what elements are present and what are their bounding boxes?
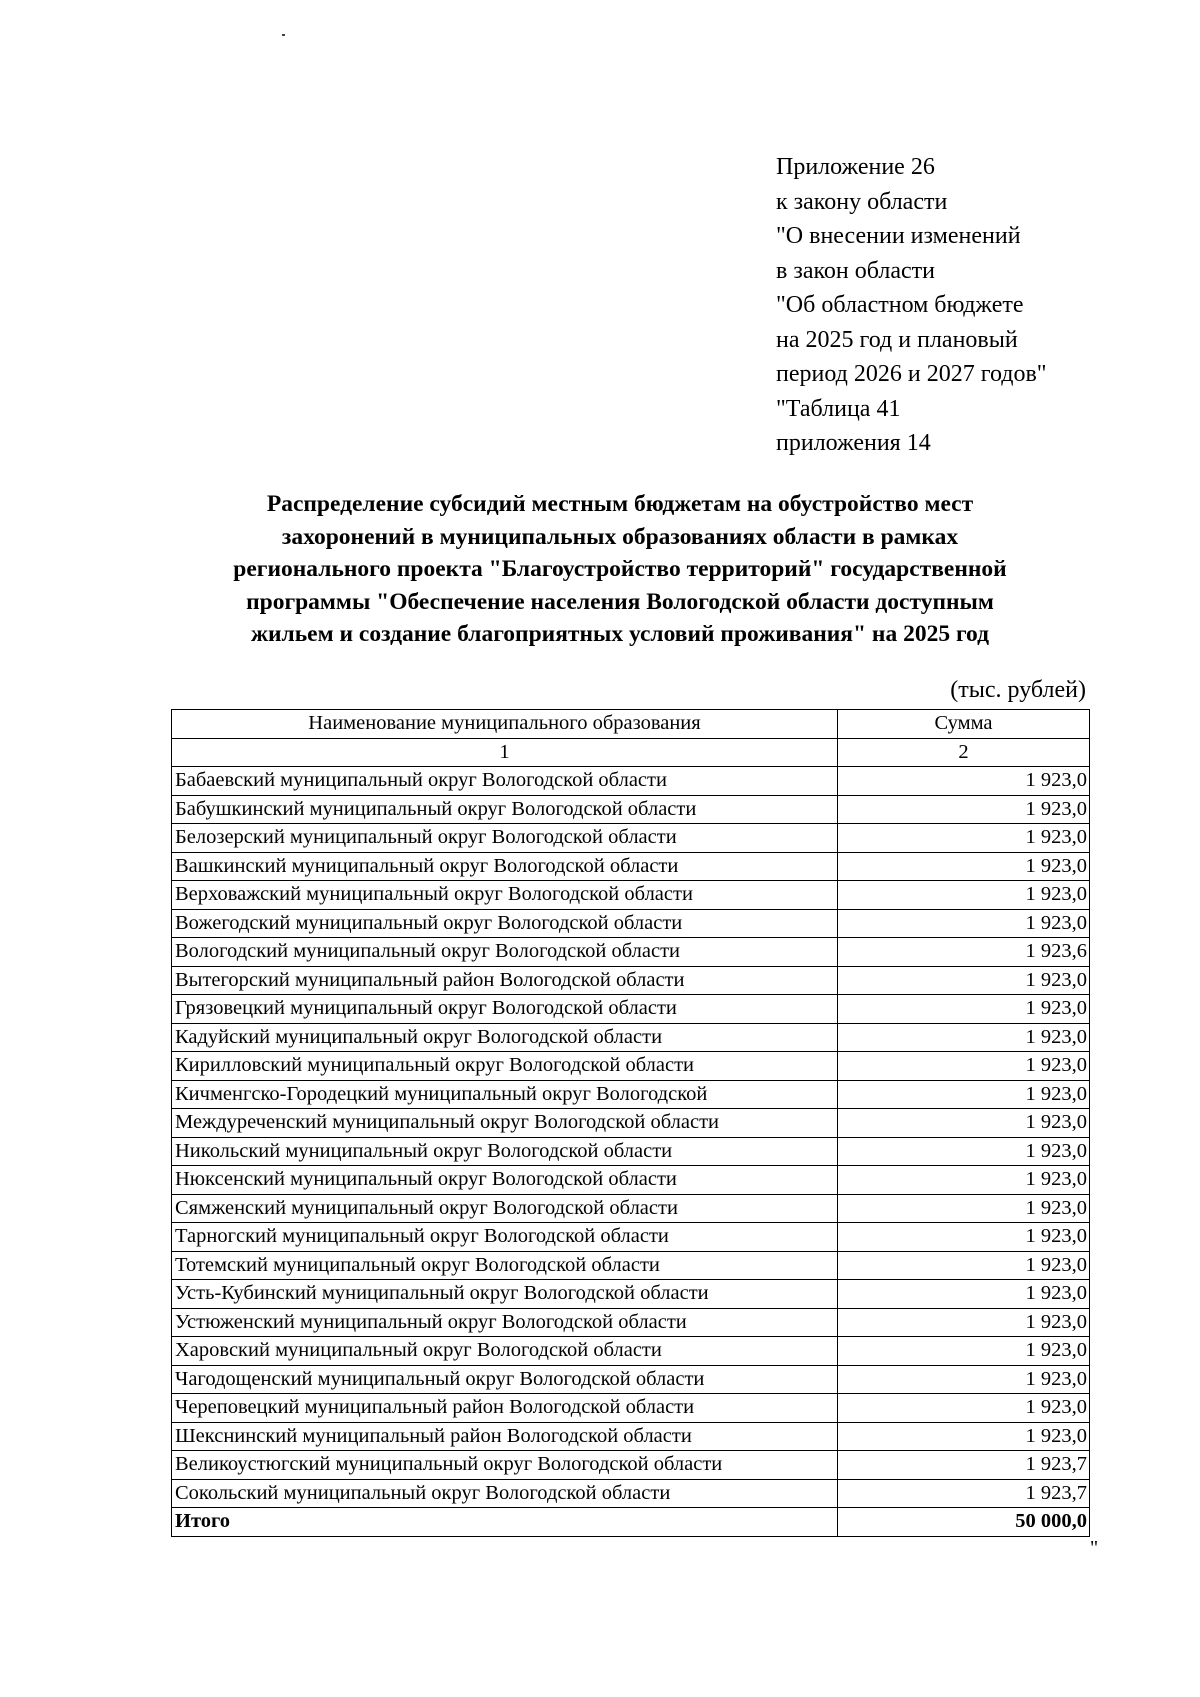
appendix-header-line: "Таблица 41: [776, 395, 901, 422]
appendix-header: [776, 152, 1096, 460]
column-number-row: [172, 738, 1090, 767]
column-number: 2: [838, 738, 1090, 767]
municipality-name: Чагодощенский муниципальный округ Вологодской области: [172, 1365, 838, 1394]
table-row: [172, 1223, 1090, 1252]
municipality-name: Сокольский муниципальный округ Вологодской области: [172, 1479, 838, 1508]
municipality-name: Кирилловский муниципальный округ Вологодской области: [172, 1052, 838, 1081]
table-row: [172, 1337, 1090, 1366]
subsidy-amount: 1 923,0: [838, 1422, 1090, 1451]
subsidy-amount: 1 923,0: [838, 767, 1090, 796]
table-row: [172, 767, 1090, 796]
closing-quote: ": [1090, 1537, 1099, 1559]
distribution-table: [171, 709, 1090, 1537]
distribution-table-wrapper: [171, 709, 1089, 1537]
subsidy-amount: 1 923,0: [838, 824, 1090, 853]
appendix-header-line: в закон области: [776, 257, 935, 284]
column-number: 1: [172, 738, 838, 767]
subsidy-amount: 1 923,0: [838, 1308, 1090, 1337]
table-row: [172, 1308, 1090, 1337]
table-row: [172, 1422, 1090, 1451]
municipality-name: Усть-Кубинский муниципальный округ Вологодской области: [172, 1280, 838, 1309]
municipality-name: Кичменгско-Городецкий муниципальный округ Вологодской: [172, 1080, 838, 1109]
municipality-name: Бабаевский муниципальный округ Вологодской области: [172, 767, 838, 796]
municipality-name: Череповецкий муниципальный район Вологодской области: [172, 1394, 838, 1423]
table-row: [172, 938, 1090, 967]
subsidy-amount: 1 923,7: [838, 1479, 1090, 1508]
total-amount: 50 000,0: [838, 1508, 1090, 1537]
municipality-name: Устюженский муниципальный округ Вологодской области: [172, 1308, 838, 1337]
table-row: [172, 1109, 1090, 1138]
table-row: [172, 1451, 1090, 1480]
table-row: [172, 1194, 1090, 1223]
table-row: [172, 1365, 1090, 1394]
subsidy-amount: 1 923,0: [838, 1194, 1090, 1223]
municipality-name: Верховажский муниципальный округ Вологодской области: [172, 881, 838, 910]
subsidy-amount: 1 923,0: [838, 1280, 1090, 1309]
appendix-header-line: период 2026 и 2027 годов": [776, 361, 1047, 387]
appendix-header-line: "О внесении изменений: [776, 223, 1021, 249]
subsidy-amount: 1 923,0: [838, 966, 1090, 995]
subsidy-amount: 1 923,0: [838, 795, 1090, 824]
table-header-row: [172, 710, 1090, 739]
table-row: [172, 795, 1090, 824]
scan-speck: [282, 34, 285, 36]
municipality-name: Сямженский муниципальный округ Вологодской области: [172, 1194, 838, 1223]
document-title: [160, 488, 1080, 651]
municipality-name: Грязовецкий муниципальный округ Вологодской области: [172, 995, 838, 1024]
table-row: [172, 881, 1090, 910]
table-row: [172, 1052, 1090, 1081]
municipality-name: Тарногский муниципальный округ Вологодской области: [172, 1223, 838, 1252]
municipality-name: Кадуйский муниципальный округ Вологодской области: [172, 1023, 838, 1052]
table-row: [172, 966, 1090, 995]
table-row: [172, 1394, 1090, 1423]
subsidy-amount: 1 923,0: [838, 1137, 1090, 1166]
municipality-name: Междуреченский муниципальный округ Вологодской области: [172, 1109, 838, 1138]
total-row: [172, 1508, 1090, 1537]
document-title-line: Распределение субсидий местным бюджетам на обустройство мест: [266, 491, 974, 517]
appendix-header-line: Приложение 26: [776, 154, 935, 180]
municipality-name: Белозерский муниципальный округ Вологодской области: [172, 824, 838, 853]
municipality-name: Тотемский муниципальный округ Вологодской области: [172, 1251, 838, 1280]
table-row: [172, 1137, 1090, 1166]
subsidy-amount: 1 923,0: [838, 1337, 1090, 1366]
appendix-header-line: на 2025 год и плановый: [776, 326, 1018, 353]
subsidy-amount: 1 923,0: [838, 1223, 1090, 1252]
table-row: [172, 1080, 1090, 1109]
table-row: [172, 995, 1090, 1024]
table-row: [172, 1251, 1090, 1280]
subsidy-amount: 1 923,0: [838, 909, 1090, 938]
subsidy-amount: 1 923,0: [838, 852, 1090, 881]
subsidy-amount: 1 923,6: [838, 938, 1090, 967]
table-row: [172, 1479, 1090, 1508]
table-row: [172, 824, 1090, 853]
appendix-header-line: "Об областном бюджете: [776, 292, 1024, 318]
municipality-name: Никольский муниципальный округ Вологодской области: [172, 1137, 838, 1166]
table-row: [172, 852, 1090, 881]
unit-label: (тыс. рублей): [950, 677, 1086, 703]
municipality-name: Вожегодский муниципальный округ Вологодской области: [172, 909, 838, 938]
document-title-line: захоронений в муниципальных образованиях области в рамках: [281, 523, 959, 550]
municipality-name: Вологодский муниципальный округ Вологодской области: [172, 938, 838, 967]
municipality-name: Шекснинский муниципальный район Вологодской области: [172, 1422, 838, 1451]
municipality-name: Бабушкинский муниципальный округ Вологодской области: [172, 795, 838, 824]
document-title-line: жильем и создание благоприятных условий проживания" на 2025 год: [250, 621, 990, 647]
subsidy-amount: 1 923,0: [838, 1109, 1090, 1138]
column-header-name: Наименование муниципального образования: [172, 710, 838, 739]
document-title-line: регионального проекта "Благоустройство территорий" государственной: [233, 556, 1007, 582]
municipality-name: Вытегорский муниципальный район Вологодской области: [172, 966, 838, 995]
table-row: [172, 1280, 1090, 1309]
municipality-name: Нюксенский муниципальный округ Вологодской области: [172, 1166, 838, 1195]
subsidy-amount: 1 923,0: [838, 1251, 1090, 1280]
subsidy-amount: 1 923,7: [838, 1451, 1090, 1480]
table-row: [172, 1166, 1090, 1195]
total-label: Итого: [172, 1508, 838, 1537]
appendix-header-line: к закону области: [776, 188, 948, 215]
municipality-name: Великоустюгский муниципальный округ Вологодской области: [172, 1451, 838, 1480]
table-row: [172, 909, 1090, 938]
document-title-line: программы "Обеспечение населения Вологодской области доступным: [246, 588, 994, 615]
subsidy-amount: 1 923,0: [838, 995, 1090, 1024]
municipality-name: Вашкинский муниципальный округ Вологодской области: [172, 852, 838, 881]
subsidy-amount: 1 923,0: [838, 881, 1090, 910]
subsidy-amount: 1 923,0: [838, 1394, 1090, 1423]
appendix-header-line: приложения 14: [776, 430, 931, 456]
subsidy-amount: 1 923,0: [838, 1365, 1090, 1394]
table-body: [172, 767, 1090, 1508]
subsidy-amount: 1 923,0: [838, 1080, 1090, 1109]
subsidy-amount: 1 923,0: [838, 1023, 1090, 1052]
subsidy-amount: 1 923,0: [838, 1052, 1090, 1081]
subsidy-amount: 1 923,0: [838, 1166, 1090, 1195]
municipality-name: Харовский муниципальный округ Вологодской области: [172, 1337, 838, 1366]
table-row: [172, 1023, 1090, 1052]
column-header-amount: Сумма: [838, 710, 1090, 739]
